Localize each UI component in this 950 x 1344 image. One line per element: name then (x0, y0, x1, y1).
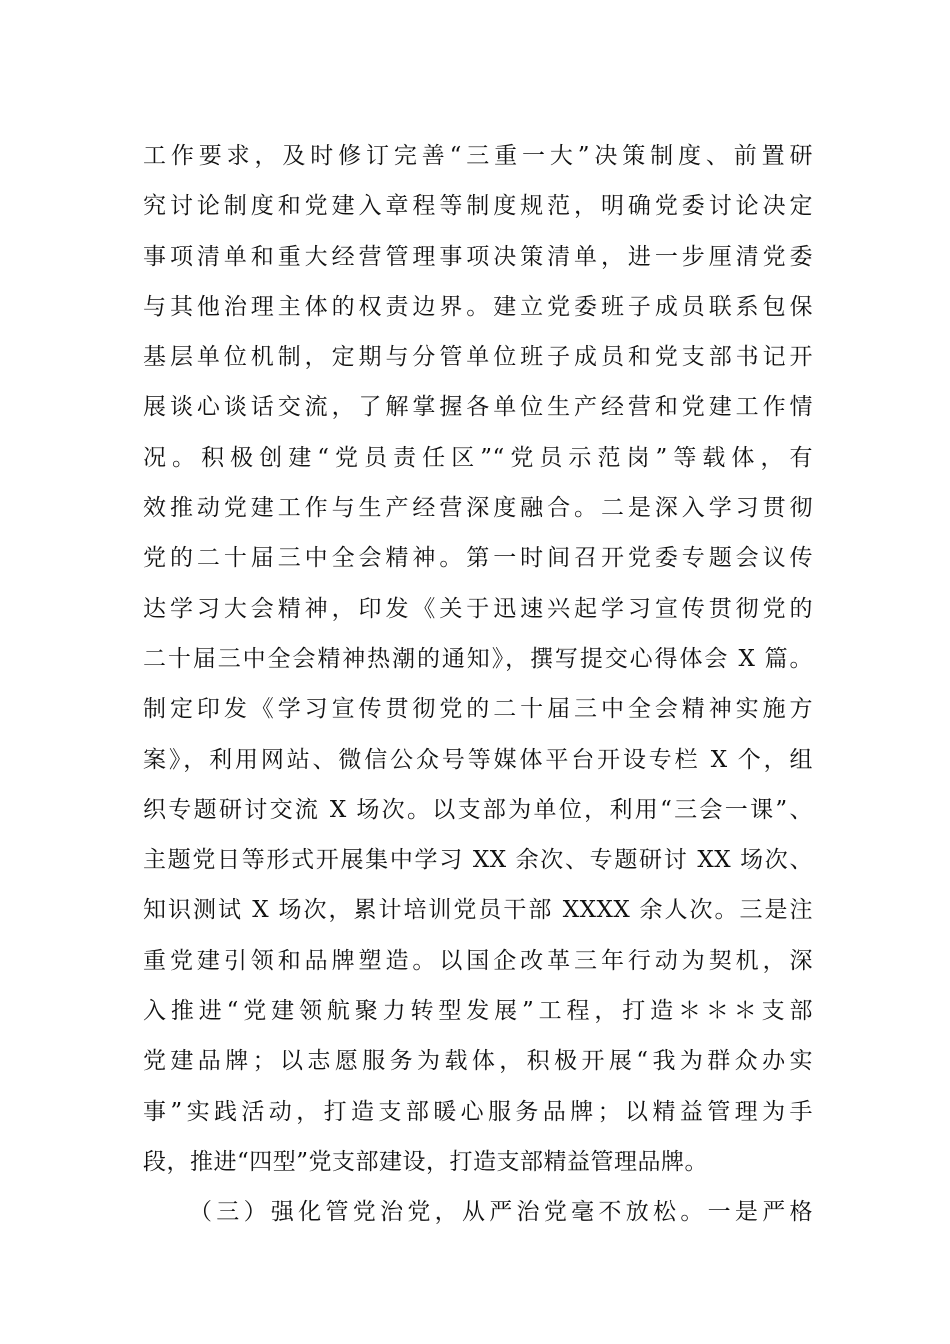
text-line: 展谈心谈话交流，了解掌握各单位生产经营和党建工作情 (143, 394, 813, 421)
text-line: 达学习大会精神，印发《关于迅速兴起学习宣传贯彻党的 (143, 595, 813, 622)
text-line: 基层单位机制，定期与分管单位班子成员和党支部书记开 (143, 344, 813, 371)
text-line: 况。积极创建“党员责任区”“党员示范岗”等载体，有 (143, 444, 813, 471)
text-line: 案》，利用网站、微信公众号等媒体平台开设专栏 X 个，组 (143, 746, 813, 773)
text-line: 工作要求，及时修订完善“三重一大”决策制度、前置研 (143, 143, 813, 169)
section-heading-line: （三）强化管党治党，从严治党毫不放松。一是严格 (189, 1199, 813, 1226)
text-line: 党建品牌；以志愿服务为载体，积极开展“我为群众办实 (143, 1048, 813, 1075)
text-line: 织专题研讨交流 X 场次。以支部为单位，利用“三会一课”、 (143, 796, 813, 823)
text-line: 重党建引领和品牌塑造。以国企改革三年行动为契机，深 (143, 947, 813, 974)
text-line: 知识测试 X 场次，累计培训党员干部 XXXX 余人次。三是注 (143, 897, 813, 924)
text-line: 效推动党建工作与生产经营深度融合。二是深入学习贯彻 (143, 495, 813, 522)
text-line: 党的二十届三中全会精神。第一时间召开党委专题会议传 (143, 545, 813, 572)
text-line: 事”实践活动，打造支部暖心服务品牌；以精益管理为手 (143, 1098, 813, 1125)
text-line: 事项清单和重大经营管理事项决策清单，进一步厘清党委 (143, 243, 813, 270)
text-line: 究讨论制度和党建入章程等制度规范，明确党委讨论决定 (143, 193, 813, 220)
text-line: 入推进“党建领航聚力转型发展”工程，打造＊＊＊支部 (143, 998, 813, 1025)
text-line: 段，推进“四型”党支部建设，打造支部精益管理品牌。 (143, 1148, 709, 1175)
text-line: 二十届三中全会精神热潮的通知》，撰写提交心得体会 X 篇。 (143, 645, 813, 672)
text-line: 主题党日等形式开展集中学习 XX 余次、专题研讨 XX 场次、 (143, 847, 813, 874)
text-line: 与其他治理主体的权责边界。建立党委班子成员联系包保 (143, 293, 813, 320)
text-line: 制定印发《学习宣传贯彻党的二十届三中全会精神实施方 (143, 696, 813, 723)
body-text (143, 131, 813, 1238)
